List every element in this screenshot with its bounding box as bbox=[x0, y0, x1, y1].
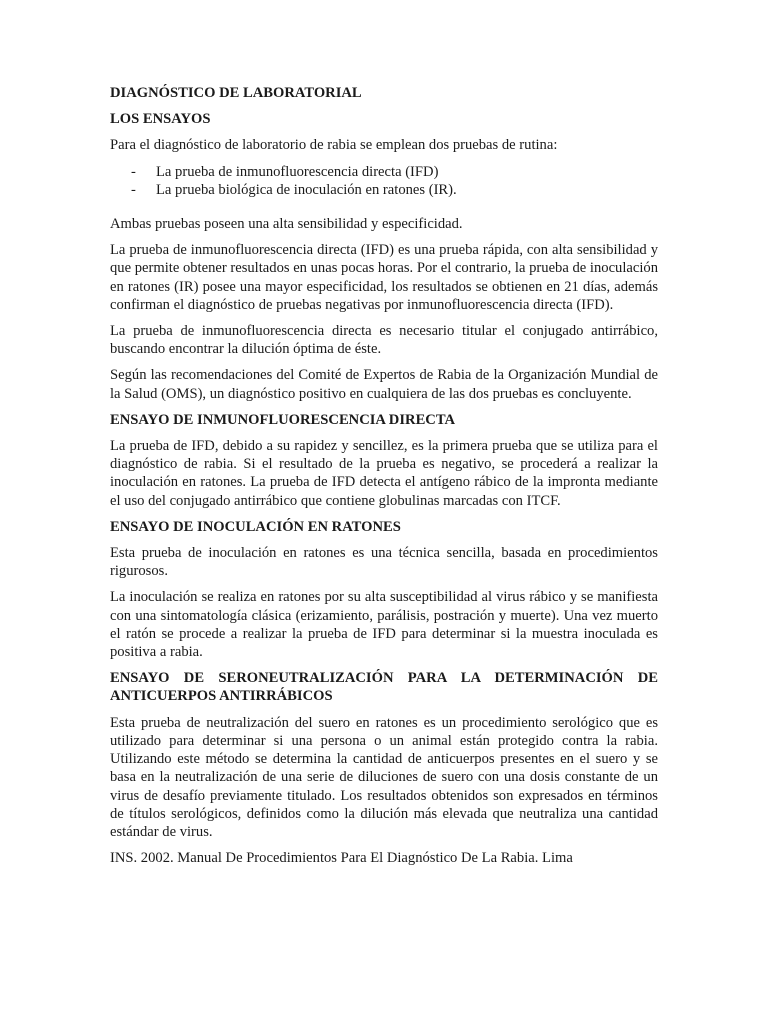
document-title: DIAGNÓSTICO DE LABORATORIAL bbox=[110, 85, 362, 101]
body-paragraph: La prueba de inmunofluorescencia directa es necesario titular el conjugado antirrábico, buscando encontrar la dilución óptima de éste. bbox=[110, 323, 658, 358]
body-paragraph: Esta prueba de inoculación en ratones es una técnica sencilla, basada en procedimientos rigurosos. bbox=[110, 545, 658, 580]
test-list bbox=[110, 163, 658, 199]
list-item-text: La prueba biológica de inoculación en ratones (IR). bbox=[156, 181, 457, 198]
list-item-text: La prueba de inmunofluorescencia directa (IFD) bbox=[156, 163, 439, 180]
document-page bbox=[110, 84, 658, 875]
section-heading-ifd: ENSAYO DE INMUNOFLUORESCENCIA DIRECTA bbox=[110, 411, 456, 428]
section-heading-ensayos: LOS ENSAYOS bbox=[110, 111, 211, 128]
body-paragraph: Esta prueba de neutralización del suero en ratones es un procedimiento serológico que es utilizado para determinar si una persona o un animal están protegido contra la rabia. Utilizando este método se determina la cantidad de anticuerpos presentes en el suero y se basa en la neutralización de una serie de diluciones de suero con una dosis constante de un virus de desafío previamente titulado. Los resultados obtenidos son expresados en términos de títulos serológicos, definidos como la dilución más elevada que neutraliza una cantidad estándar de virus. bbox=[110, 714, 658, 840]
list-item bbox=[110, 181, 658, 199]
body-paragraph: La prueba de inmunofluorescencia directa (IFD) es una prueba rápida, con alta sensibilidad y que permite obtener resultados en unas pocas horas. Por el contrario, la prueba de inoculación en ratones (IR) posee una mayor especificidad, los resultados se obtienen en 21 días, además confirman el diagnóstico de pruebas negativas por inmunofluorescencia directa (IFD). bbox=[110, 242, 658, 313]
section-heading-seroneutralizacion: ENSAYO DE SERONEUTRALIZACIÓN PARA LA DETERMINACIÓN DE ANTICUERPOS ANTIRRÁBICOS bbox=[110, 670, 658, 705]
body-paragraph: Ambas pruebas poseen una alta sensibilidad y especificidad. bbox=[110, 216, 463, 233]
intro-paragraph: Para el diagnóstico de laboratorio de rabia se emplean dos pruebas de rutina: bbox=[110, 137, 558, 154]
dash-bullet: - bbox=[131, 163, 136, 180]
reference-citation: INS. 2002. Manual De Procedimientos Para El Diagnóstico De La Rabia. Lima bbox=[110, 850, 573, 867]
section-heading-inoculacion: ENSAYO DE INOCULACIÓN EN RATONES bbox=[110, 518, 401, 535]
body-paragraph: La prueba de IFD, debido a su rapidez y sencillez, es la primera prueba que se utiliza para el diagnóstico de rabia. Si el resultado de la prueba es negativo, se procederá a realizar la inoculación en ratones. La prueba de IFD detecta el antígeno rábico de la impronta mediante el uso del conjugado antirrábico que contiene globulinas marcadas con ITCF. bbox=[110, 438, 658, 509]
body-paragraph: La inoculación se realiza en ratones por su alta susceptibilidad al virus rábico y se manifiesta con una sintomatología clásica (erizamiento, parálisis, postración y muerte). Una vez muerto el ratón se procede a realizar la prueba de IFD para determinar si la muestra inoculada es positiva a rabia. bbox=[110, 589, 658, 661]
dash-bullet: - bbox=[131, 181, 136, 198]
list-item bbox=[110, 163, 658, 181]
body-paragraph: Según las recomendaciones del Comité de Expertos de Rabia de la Organización Mundial de la Salud (OMS), un diagnóstico positivo en cualquiera de las dos pruebas es concluyente. bbox=[110, 367, 658, 402]
